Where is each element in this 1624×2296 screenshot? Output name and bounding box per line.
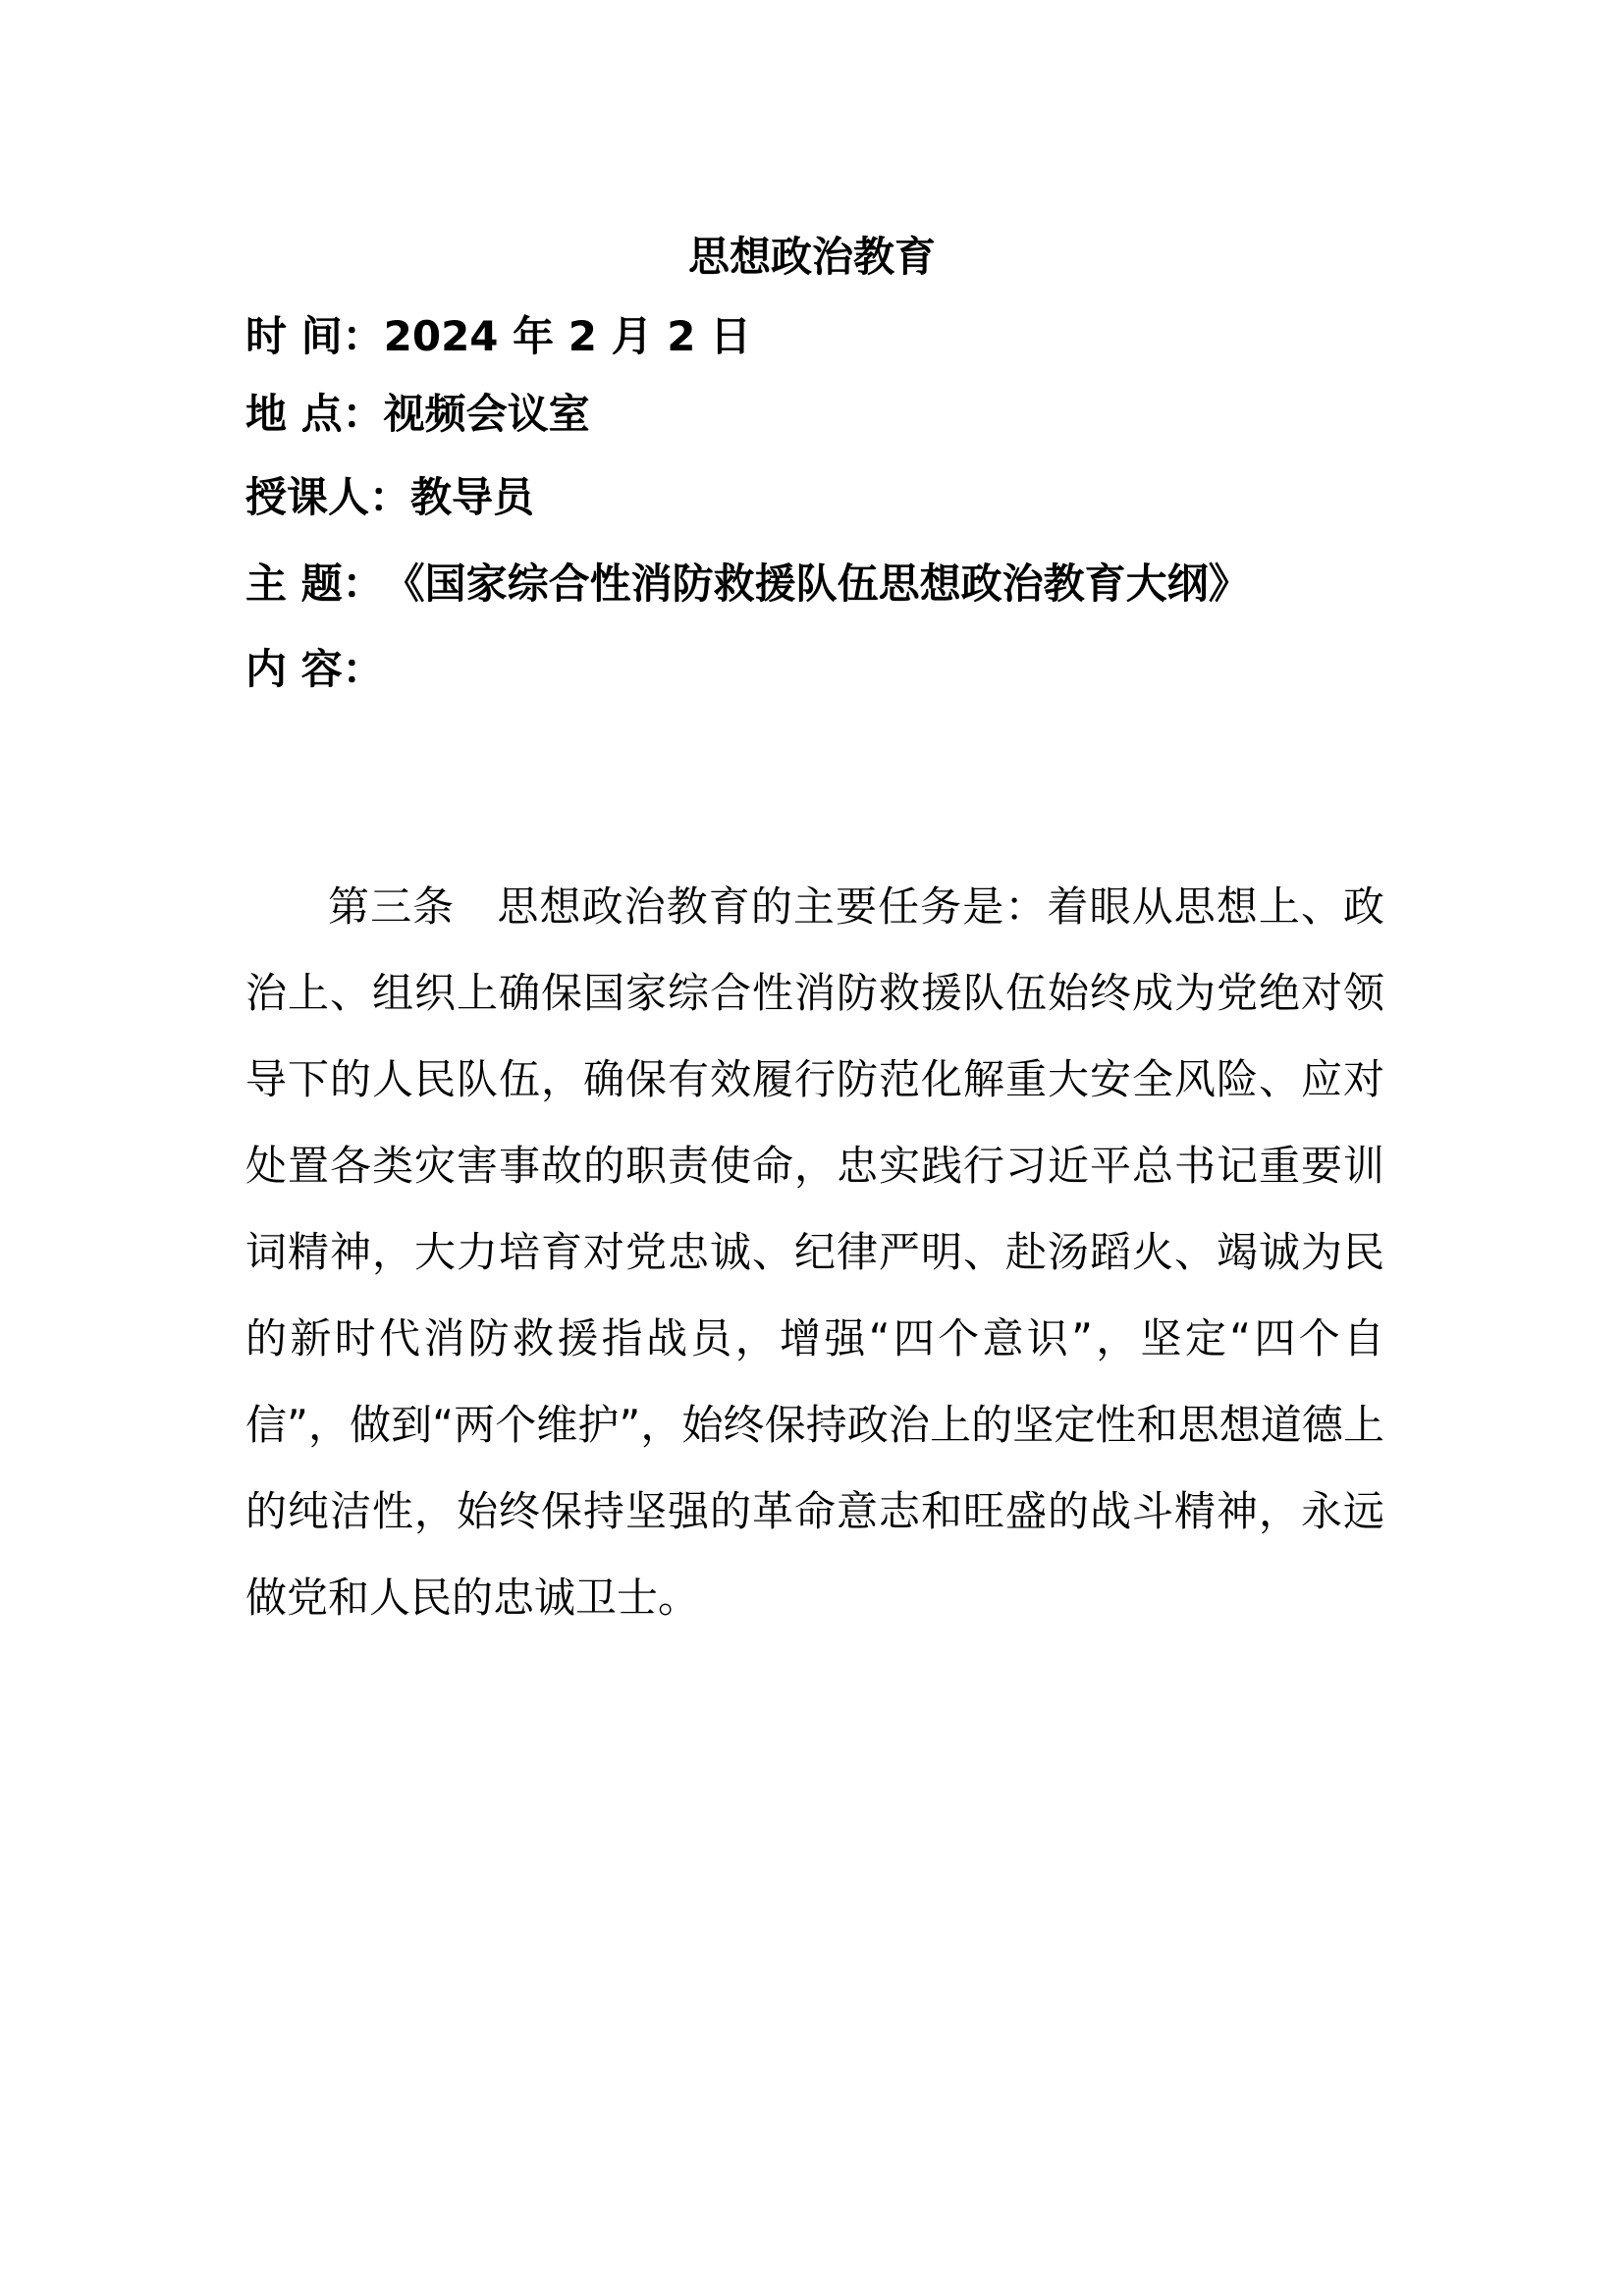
body-text — [245, 864, 1384, 1641]
meta-place — [245, 385, 590, 444]
meta-topic — [245, 555, 1250, 614]
meta-time-label: 时 间： — [245, 312, 384, 360]
meta-lecturer-label: 授课人： — [245, 473, 411, 521]
meta-content-label: 内 容： — [245, 645, 384, 693]
meta-time — [245, 307, 751, 366]
meta-content — [245, 640, 384, 699]
meta-topic-label: 主 题： — [245, 560, 384, 608]
meta-topic-value: 《国家综合性消防救援队伍思想政治教育大纲》 — [383, 560, 1250, 608]
meta-time-value: 2024 年 2 月 2 日 — [383, 312, 752, 360]
meta-lecturer — [245, 468, 534, 527]
meta-place-value: 视频会议室 — [383, 390, 590, 438]
meta-lecturer-value: 教导员 — [410, 473, 535, 521]
paragraph-article-3: 第三条 思想政治教育的主要任务是：着眼从思想上、政治上、组织上确保国家综合性消防救援队伍始终成为党绝对领导下的人民队伍，确保有效履行防范化解重大安全风险、应对处置各类灾害事故的职责使命，忠实践行习近平总书记重要训词精神，大力培育对党忠诚、纪律严明、赴汤蹈火、竭诚为民的新时代消防救援指战员，增强“四个意识”，坚定“四个自信”，做到“两个维护”，始终保持政治上的坚定性和思想道德上的纯洁性，始终保持坚强的革命意志和旺盛的战斗精神，永远做党和人民的忠诚卫士。 — [245, 882, 1384, 1622]
document-title: 思想政治教育 — [687, 233, 936, 281]
meta-place-label: 地 点： — [245, 390, 384, 438]
